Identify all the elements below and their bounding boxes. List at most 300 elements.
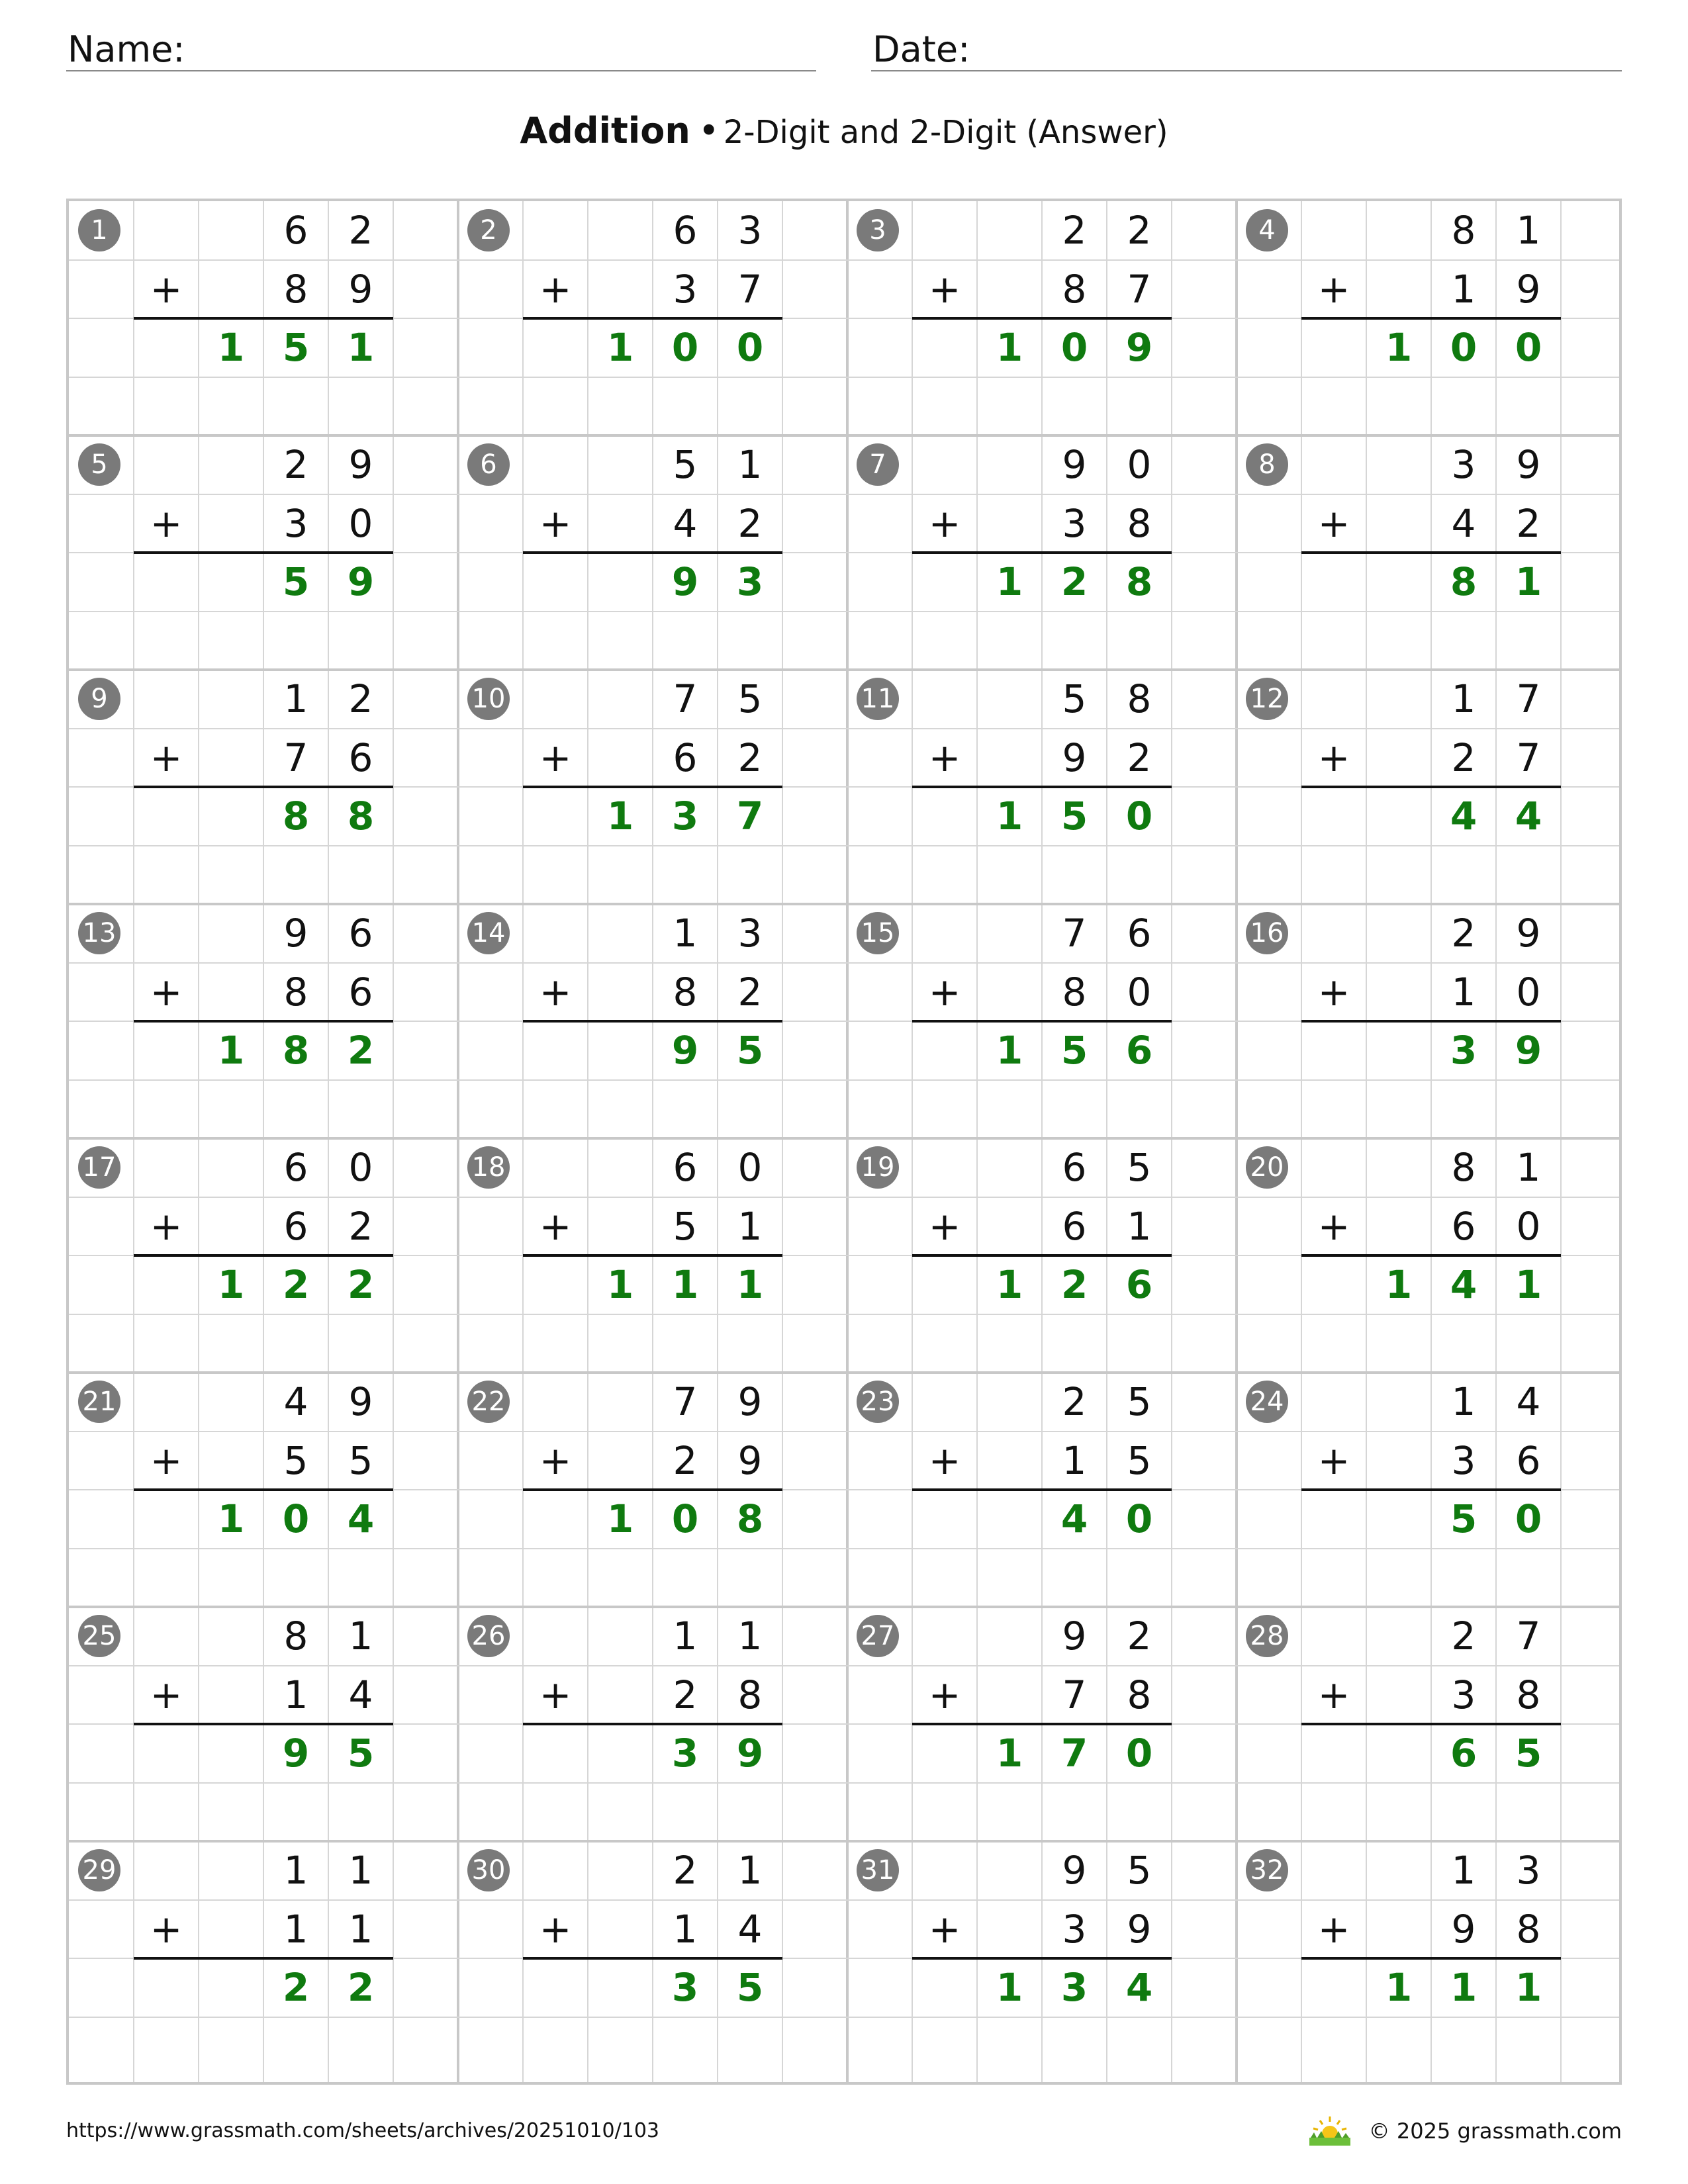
problem-number-badge: 5 — [78, 443, 120, 486]
sum-line — [912, 1957, 1172, 1960]
plus-sign: + — [539, 267, 572, 312]
answer-digit: 1 — [1515, 559, 1542, 604]
answer-digit: 1 — [217, 1262, 245, 1307]
top-addend-digit: 7 — [1062, 911, 1087, 956]
sum-line — [1301, 1020, 1561, 1023]
footer-brand — [1308, 2115, 1622, 2147]
answer-digit: 0 — [1450, 325, 1477, 370]
bottom-addend-digit: 2 — [1127, 735, 1152, 780]
top-addend-digit: 2 — [1062, 208, 1087, 253]
answer-digit: 1 — [1385, 325, 1413, 370]
answer-digit: 9 — [282, 1731, 310, 1776]
problem-4 — [1237, 201, 1626, 435]
top-addend-digit: 9 — [348, 1379, 373, 1424]
top-addend-digit: 2 — [1127, 1614, 1152, 1659]
sum-line — [523, 1254, 782, 1257]
problem-27 — [847, 1607, 1237, 1841]
answer-digit: 6 — [1125, 1028, 1153, 1073]
top-addend-digit: 9 — [1062, 442, 1087, 487]
answer-digit: 5 — [736, 1028, 764, 1073]
problem-31 — [847, 1841, 1237, 2075]
problem-19 — [847, 1138, 1237, 1373]
top-addend-digit: 3 — [737, 208, 763, 253]
top-addend-digit: 1 — [1516, 1145, 1541, 1190]
problem-number-badge: 2 — [467, 209, 510, 251]
answer-digit: 0 — [1125, 794, 1153, 839]
problem-12 — [1237, 670, 1626, 904]
plus-sign: + — [1317, 267, 1350, 312]
bottom-addend-digit: 4 — [1451, 500, 1476, 546]
problem-15 — [847, 904, 1237, 1138]
top-addend-digit: 1 — [348, 1614, 373, 1659]
answer-digit: 5 — [1060, 794, 1088, 839]
top-addend-digit: 0 — [1127, 442, 1152, 487]
footer-copyright: © 2025 grassmath.com — [1368, 2118, 1622, 2144]
sum-line — [134, 1020, 393, 1023]
bottom-addend-digit: 7 — [1062, 1672, 1087, 1717]
plus-sign: + — [539, 501, 572, 546]
problem-13 — [69, 904, 458, 1138]
top-addend-digit: 1 — [673, 1614, 698, 1659]
bottom-addend-digit: 9 — [348, 266, 373, 312]
problem-number-badge: 31 — [857, 1849, 899, 1891]
answer-digit: 2 — [1060, 559, 1088, 604]
problem-8 — [1237, 435, 1626, 670]
plus-sign: + — [539, 970, 572, 1015]
bottom-addend-digit: 7 — [283, 735, 308, 780]
bottom-addend-digit: 4 — [348, 1672, 373, 1717]
answer-digit: 4 — [1515, 794, 1542, 839]
bottom-addend-digit: 6 — [1451, 1203, 1476, 1249]
bottom-addend-digit: 3 — [1062, 500, 1087, 546]
top-addend-digit: 8 — [283, 1614, 308, 1659]
bottom-addend-digit: 8 — [1127, 500, 1152, 546]
problem-32 — [1237, 1841, 1626, 2075]
answer-digit: 5 — [736, 1965, 764, 2010]
date-label: Date: — [872, 28, 970, 70]
bottom-addend-digit: 0 — [1127, 969, 1152, 1015]
top-addend-digit: 1 — [737, 442, 763, 487]
problem-1 — [69, 201, 458, 435]
problem-9 — [69, 670, 458, 904]
bottom-addend-digit: 2 — [348, 1203, 373, 1249]
bottom-addend-digit: 2 — [737, 500, 763, 546]
bottom-addend-digit: 2 — [673, 1672, 698, 1717]
problem-26 — [458, 1607, 847, 1841]
bottom-addend-digit: 0 — [1516, 1203, 1541, 1249]
plus-sign: + — [1317, 735, 1350, 780]
answer-digit: 1 — [736, 1262, 764, 1307]
problem-number-badge: 14 — [467, 912, 510, 954]
problem-number-badge: 12 — [1246, 678, 1288, 720]
bottom-addend-digit: 1 — [348, 1906, 373, 1952]
sum-line — [912, 786, 1172, 788]
problem-29 — [69, 1841, 458, 2075]
answer-digit: 7 — [736, 794, 764, 839]
plus-sign: + — [928, 1438, 961, 1483]
answer-digit: 3 — [671, 794, 699, 839]
bottom-addend-digit: 8 — [1062, 266, 1087, 312]
problem-number-badge: 24 — [1246, 1381, 1288, 1423]
top-addend-digit: 0 — [737, 1145, 763, 1190]
bottom-addend-digit: 1 — [283, 1906, 308, 1952]
answer-digit: 0 — [736, 325, 764, 370]
top-addend-digit: 7 — [673, 1379, 698, 1424]
top-addend-digit: 1 — [1451, 1848, 1476, 1893]
answer-digit: 2 — [282, 1262, 310, 1307]
sum-line — [134, 786, 393, 788]
top-addend-digit: 1 — [1451, 676, 1476, 721]
plus-sign: + — [928, 1204, 961, 1249]
top-addend-digit: 8 — [1451, 208, 1476, 253]
sum-line — [912, 1723, 1172, 1725]
sum-line — [134, 1957, 393, 1960]
sum-line — [523, 1488, 782, 1491]
problem-number-badge: 21 — [78, 1381, 120, 1423]
problem-number-badge: 25 — [78, 1615, 120, 1657]
bottom-addend-digit: 1 — [283, 1672, 308, 1717]
answer-digit: 2 — [282, 1965, 310, 2010]
problem-10 — [458, 670, 847, 904]
problem-2 — [458, 201, 847, 435]
problem-14 — [458, 904, 847, 1138]
title-separator: • — [698, 110, 720, 152]
bottom-addend-digit: 5 — [673, 1203, 698, 1249]
sum-line — [1301, 1957, 1561, 1960]
answer-digit: 5 — [1060, 1028, 1088, 1073]
footer-url: https://www.grassmath.com/sheets/archives/20251010/103 — [66, 2119, 660, 2142]
problem-24 — [1237, 1373, 1626, 1607]
bottom-addend-digit: 9 — [1516, 266, 1541, 312]
sum-line — [523, 1723, 782, 1725]
answer-digit: 0 — [282, 1496, 310, 1541]
bottom-addend-digit: 6 — [1516, 1437, 1541, 1483]
answer-digit: 8 — [282, 794, 310, 839]
name-label: Name: — [68, 28, 185, 70]
answer-digit: 1 — [1515, 1965, 1542, 2010]
bottom-addend-digit: 8 — [283, 266, 308, 312]
answer-digit: 1 — [606, 794, 634, 839]
problem-number-badge: 6 — [467, 443, 510, 486]
problem-number-badge: 9 — [78, 678, 120, 720]
plus-sign: + — [150, 1672, 183, 1717]
problem-number-badge: 7 — [857, 443, 899, 486]
answer-digit: 6 — [1450, 1731, 1477, 1776]
date-field[interactable] — [871, 25, 1622, 71]
bottom-addend-digit: 7 — [737, 266, 763, 312]
answer-digit: 3 — [671, 1731, 699, 1776]
problem-number-badge: 1 — [78, 209, 120, 251]
plus-sign: + — [539, 1438, 572, 1483]
answer-digit: 5 — [282, 325, 310, 370]
plus-sign: + — [928, 1672, 961, 1717]
problem-number-badge: 15 — [857, 912, 899, 954]
problem-28 — [1237, 1607, 1626, 1841]
answer-digit: 2 — [347, 1965, 375, 2010]
worksheet-title — [0, 105, 1688, 159]
name-field[interactable] — [66, 25, 816, 71]
bottom-addend-digit: 1 — [1451, 969, 1476, 1015]
answer-digit: 0 — [671, 1496, 699, 1541]
problem-17 — [69, 1138, 458, 1373]
bottom-addend-digit: 8 — [1516, 1672, 1541, 1717]
answer-digit: 1 — [996, 1262, 1023, 1307]
answer-digit: 1 — [217, 1496, 245, 1541]
answer-digit: 1 — [606, 1262, 634, 1307]
plus-sign: + — [539, 735, 572, 780]
plus-sign: + — [150, 1907, 183, 1952]
bottom-addend-digit: 2 — [1451, 735, 1476, 780]
bottom-addend-digit: 4 — [673, 500, 698, 546]
top-addend-digit: 6 — [673, 1145, 698, 1190]
answer-digit: 3 — [1060, 1965, 1088, 2010]
bottom-addend-digit: 6 — [348, 735, 373, 780]
plus-sign: + — [1317, 1672, 1350, 1717]
answer-digit: 9 — [671, 559, 699, 604]
top-addend-digit: 9 — [348, 442, 373, 487]
bottom-addend-digit: 8 — [1127, 1672, 1152, 1717]
answer-digit: 1 — [996, 1965, 1023, 2010]
answer-digit: 1 — [996, 794, 1023, 839]
problem-5 — [69, 435, 458, 670]
top-addend-digit: 1 — [283, 676, 308, 721]
answer-digit: 5 — [1450, 1496, 1477, 1541]
top-addend-digit: 2 — [348, 676, 373, 721]
answer-digit: 9 — [347, 559, 375, 604]
answer-digit: 7 — [1060, 1731, 1088, 1776]
top-addend-digit: 9 — [1062, 1848, 1087, 1893]
problem-25 — [69, 1607, 458, 1841]
top-addend-digit: 5 — [1127, 1848, 1152, 1893]
answer-digit: 4 — [1060, 1496, 1088, 1541]
bottom-addend-digit: 3 — [283, 500, 308, 546]
sum-line — [1301, 1488, 1561, 1491]
problem-number-badge: 19 — [857, 1146, 899, 1189]
bottom-addend-digit: 1 — [1127, 1203, 1152, 1249]
bottom-addend-digit: 5 — [348, 1437, 373, 1483]
problem-number-badge: 23 — [857, 1381, 899, 1423]
top-addend-digit: 1 — [737, 1848, 763, 1893]
answer-digit: 0 — [1515, 325, 1542, 370]
bottom-addend-digit: 8 — [283, 969, 308, 1015]
top-addend-digit: 7 — [1516, 676, 1541, 721]
sum-line — [523, 317, 782, 320]
answer-digit: 0 — [671, 325, 699, 370]
answer-digit: 8 — [1450, 559, 1477, 604]
problem-11 — [847, 670, 1237, 904]
bottom-addend-digit: 5 — [283, 1437, 308, 1483]
answer-digit: 4 — [1450, 794, 1477, 839]
bottom-addend-digit: 1 — [737, 1203, 763, 1249]
answer-digit: 5 — [282, 559, 310, 604]
plus-sign: + — [928, 1907, 961, 1952]
sum-line — [523, 1020, 782, 1023]
top-addend-digit: 5 — [1127, 1379, 1152, 1424]
bottom-addend-digit: 6 — [283, 1203, 308, 1249]
top-addend-digit: 6 — [348, 911, 373, 956]
sum-line — [912, 1020, 1172, 1023]
grass-sun-logo-icon — [1308, 2115, 1352, 2147]
problem-3 — [847, 201, 1237, 435]
bottom-addend-digit: 8 — [1062, 969, 1087, 1015]
plus-sign: + — [928, 267, 961, 312]
sum-line — [912, 1488, 1172, 1491]
bottom-addend-digit: 2 — [737, 969, 763, 1015]
answer-digit: 4 — [347, 1496, 375, 1541]
bottom-addend-digit: 8 — [737, 1672, 763, 1717]
top-addend-digit: 5 — [1062, 676, 1087, 721]
sum-line — [523, 551, 782, 554]
plus-sign: + — [1317, 1438, 1350, 1483]
problem-20 — [1237, 1138, 1626, 1373]
top-addend-digit: 6 — [283, 208, 308, 253]
answer-digit: 6 — [1125, 1262, 1153, 1307]
top-addend-digit: 3 — [1516, 1848, 1541, 1893]
bottom-addend-digit: 3 — [1062, 1906, 1087, 1952]
bottom-addend-digit: 9 — [1127, 1906, 1152, 1952]
answer-digit: 5 — [1515, 1731, 1542, 1776]
problem-16 — [1237, 904, 1626, 1138]
title-main: Addition — [520, 110, 690, 152]
problem-22 — [458, 1373, 847, 1607]
problem-number-badge: 32 — [1246, 1849, 1288, 1891]
bottom-addend-digit: 8 — [673, 969, 698, 1015]
plus-sign: + — [150, 1438, 183, 1483]
problem-23 — [847, 1373, 1237, 1607]
answer-digit: 1 — [217, 1028, 245, 1073]
top-addend-digit: 5 — [1127, 1145, 1152, 1190]
answer-digit: 1 — [996, 1028, 1023, 1073]
top-addend-digit: 8 — [1127, 676, 1152, 721]
plus-sign: + — [150, 735, 183, 780]
sum-line — [523, 1957, 782, 1960]
answer-digit: 9 — [671, 1028, 699, 1073]
bottom-addend-digit: 2 — [1516, 500, 1541, 546]
plus-sign: + — [150, 1204, 183, 1249]
top-addend-digit: 1 — [737, 1614, 763, 1659]
problem-number-badge: 8 — [1246, 443, 1288, 486]
plus-sign: + — [1317, 1204, 1350, 1249]
sum-line — [1301, 551, 1561, 554]
top-addend-digit: 9 — [1516, 442, 1541, 487]
sum-line — [1301, 786, 1561, 788]
bottom-addend-digit: 1 — [1451, 266, 1476, 312]
problem-number-badge: 28 — [1246, 1615, 1288, 1657]
answer-digit: 2 — [347, 1028, 375, 1073]
top-addend-digit: 9 — [1062, 1614, 1087, 1659]
problem-number-badge: 11 — [857, 678, 899, 720]
answer-digit: 5 — [347, 1731, 375, 1776]
top-addend-digit: 9 — [737, 1379, 763, 1424]
bottom-addend-digit: 6 — [1062, 1203, 1087, 1249]
sum-line — [1301, 317, 1561, 320]
top-addend-digit: 0 — [348, 1145, 373, 1190]
problem-18 — [458, 1138, 847, 1373]
problem-number-badge: 3 — [857, 209, 899, 251]
top-addend-digit: 2 — [348, 208, 373, 253]
bottom-addend-digit: 3 — [1451, 1672, 1476, 1717]
plus-sign: + — [539, 1672, 572, 1717]
problem-number-badge: 26 — [467, 1615, 510, 1657]
bottom-addend-digit: 3 — [1451, 1437, 1476, 1483]
problem-6 — [458, 435, 847, 670]
top-addend-digit: 1 — [1516, 208, 1541, 253]
top-addend-digit: 3 — [1451, 442, 1476, 487]
top-addend-digit: 6 — [1127, 911, 1152, 956]
plus-sign: + — [1317, 1907, 1350, 1952]
sum-line — [134, 1254, 393, 1257]
bottom-addend-digit: 3 — [673, 266, 698, 312]
top-addend-digit: 5 — [737, 676, 763, 721]
answer-digit: 1 — [1385, 1262, 1413, 1307]
problem-21 — [69, 1373, 458, 1607]
answer-digit: 1 — [606, 1496, 634, 1541]
answer-digit: 9 — [1125, 325, 1153, 370]
bottom-addend-digit: 7 — [1127, 266, 1152, 312]
problem-number-badge: 29 — [78, 1849, 120, 1891]
top-addend-digit: 2 — [673, 1848, 698, 1893]
answer-digit: 1 — [996, 1731, 1023, 1776]
answer-digit: 0 — [1060, 325, 1088, 370]
answer-digit: 1 — [606, 325, 634, 370]
top-addend-digit: 2 — [1062, 1379, 1087, 1424]
top-addend-digit: 4 — [1516, 1379, 1541, 1424]
bottom-addend-digit: 6 — [348, 969, 373, 1015]
answer-digit: 3 — [736, 559, 764, 604]
top-addend-digit: 7 — [1516, 1614, 1541, 1659]
top-addend-digit: 1 — [348, 1848, 373, 1893]
answer-digit: 3 — [1450, 1028, 1477, 1073]
sum-line — [912, 1254, 1172, 1257]
answer-digit: 2 — [347, 1262, 375, 1307]
top-addend-digit: 6 — [283, 1145, 308, 1190]
problem-number-badge: 16 — [1246, 912, 1288, 954]
bottom-addend-digit: 5 — [1127, 1437, 1152, 1483]
problem-7 — [847, 435, 1237, 670]
top-addend-digit: 1 — [673, 911, 698, 956]
bottom-addend-digit: 1 — [673, 1906, 698, 1952]
plus-sign: + — [150, 267, 183, 312]
answer-digit: 1 — [217, 325, 245, 370]
sum-line — [912, 551, 1172, 554]
sum-line — [912, 317, 1172, 320]
answer-digit: 1 — [996, 325, 1023, 370]
top-addend-digit: 4 — [283, 1379, 308, 1424]
bottom-addend-digit: 7 — [1516, 735, 1541, 780]
top-addend-digit: 2 — [1451, 1614, 1476, 1659]
top-addend-digit: 2 — [1127, 208, 1152, 253]
top-addend-digit: 2 — [283, 442, 308, 487]
problem-number-badge: 18 — [467, 1146, 510, 1189]
top-addend-digit: 5 — [673, 442, 698, 487]
answer-digit: 3 — [671, 1965, 699, 2010]
answer-digit: 9 — [1515, 1028, 1542, 1073]
answer-digit: 8 — [347, 794, 375, 839]
answer-digit: 8 — [736, 1496, 764, 1541]
answer-digit: 2 — [1060, 1262, 1088, 1307]
plus-sign: + — [539, 1204, 572, 1249]
problem-number-badge: 30 — [467, 1849, 510, 1891]
answer-digit: 1 — [347, 325, 375, 370]
problem-number-badge: 13 — [78, 912, 120, 954]
problem-number-badge: 22 — [467, 1381, 510, 1423]
answer-digit: 1 — [996, 559, 1023, 604]
title-subtitle: 2-Digit and 2-Digit (Answer) — [723, 114, 1168, 151]
plus-sign: + — [150, 501, 183, 546]
answer-digit: 4 — [1450, 1262, 1477, 1307]
problem-number-badge: 10 — [467, 678, 510, 720]
problem-number-badge: 4 — [1246, 209, 1288, 251]
